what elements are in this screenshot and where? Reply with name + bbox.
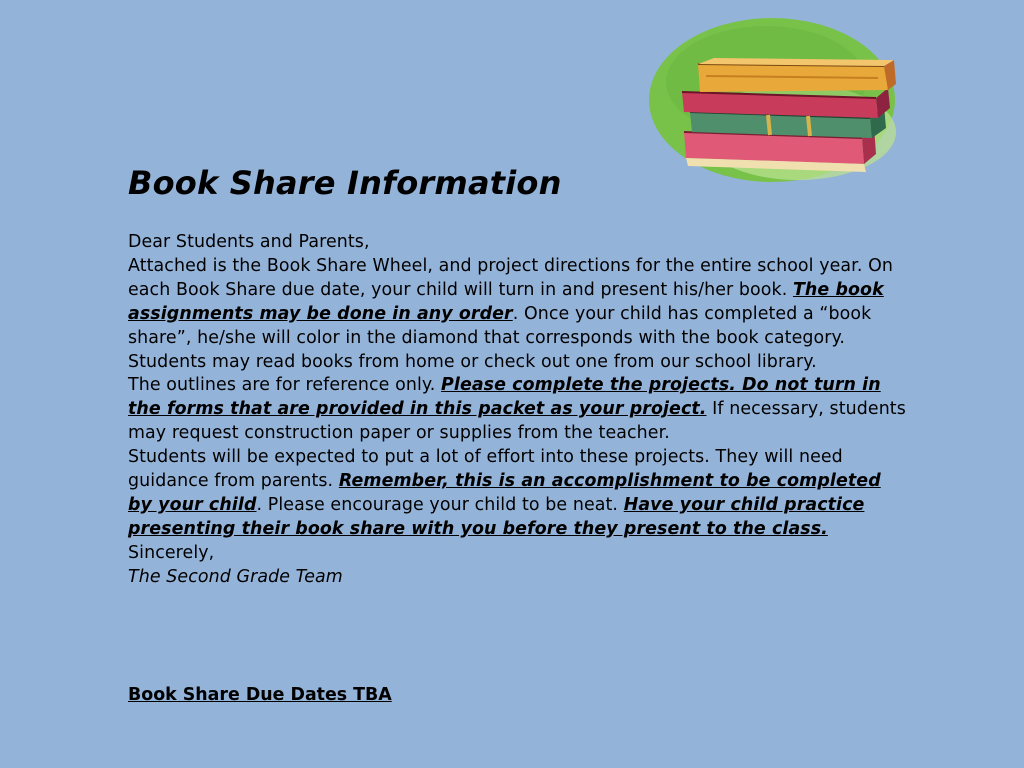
- letter-closing: Sincerely,: [128, 542, 215, 563]
- paragraph-2-text-after: If necessary, students may request construction paper or supplies from the teacher.: [128, 399, 906, 444]
- paragraph-1-text: Attached is the Book Share Wheel, and project directions for the entire school year. On each Book Share due date, your child will turn in and present his/her book.: [128, 255, 894, 300]
- books-clipart-icon: [648, 14, 900, 186]
- paragraph-2-emphasis: Please complete the projects. Do not turn in the forms that are provided in this packet as your project.: [128, 375, 881, 420]
- letter-body: [128, 231, 910, 590]
- paragraph-3-emphasis: Remember, this is an accomplishment to be completed by your child: [128, 471, 881, 515]
- letter-paragraph-1: [128, 255, 910, 375]
- paragraph-3-text: Students will be expected to put a lot of effort into these projects. They will need guidance from parents.: [128, 447, 843, 492]
- due-dates-note: Book Share Due Dates TBA: [128, 685, 392, 705]
- page-title: Book Share Information: [128, 164, 562, 202]
- clipart-book-top: [698, 58, 896, 92]
- paragraph-1-text-after: . Once your child has completed a “book share”, he/she will color in the diamond that corresponds with the book category. Students may read books from home or check out one from our school library.: [128, 303, 872, 372]
- paragraph-1-emphasis: The book assignments may be done in any order: [128, 279, 884, 324]
- letter-paragraph-3: [128, 446, 910, 542]
- paragraph-3-text-mid: . Please encourage your child to be neat.: [256, 494, 624, 515]
- paragraph-3-emphasis-2: Have your child practice presenting their book share with you before they present to the class.: [128, 494, 865, 539]
- letter-paragraph-2: [128, 374, 910, 446]
- letter-greeting: Dear Students and Parents,: [128, 232, 370, 252]
- paragraph-2-text: The outlines are for reference only.: [128, 375, 442, 396]
- letter-signature: The Second Grade Team: [128, 566, 343, 587]
